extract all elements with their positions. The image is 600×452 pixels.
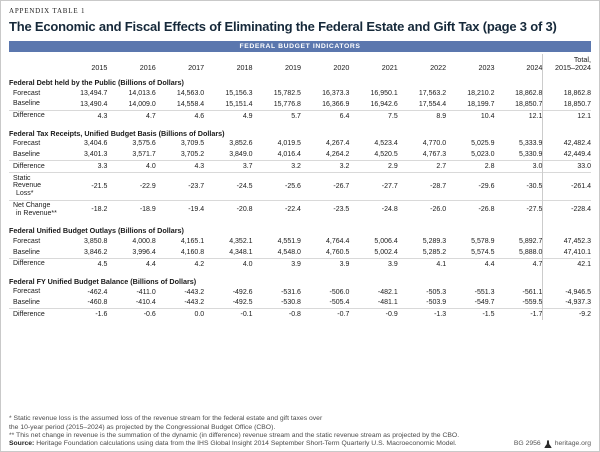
value-cell: -505.3 bbox=[426, 288, 447, 296]
value-cell: 3.3 bbox=[59, 161, 107, 173]
row-label-line: Difference bbox=[13, 260, 45, 268]
value-cell: -29.6 bbox=[446, 173, 494, 200]
value-cell: -27.5 bbox=[495, 200, 543, 219]
value-cell: -492.5 bbox=[232, 299, 253, 307]
table-band-label: FEDERAL BUDGET INDICATORS bbox=[239, 43, 361, 50]
value-cell: 3,852.6 bbox=[229, 140, 253, 148]
value-cell: 15,782.5 bbox=[273, 89, 301, 97]
value-cell: 4.5 bbox=[59, 258, 107, 269]
value-cell: -531.6 bbox=[281, 288, 301, 296]
row-label-line: Difference bbox=[13, 112, 45, 120]
value-cell: 4,019.5 bbox=[277, 140, 301, 148]
value-cell: 4,016.4 bbox=[277, 151, 301, 159]
row-label-line: Difference bbox=[13, 162, 45, 170]
total-header-line2: 2015–2024 bbox=[555, 62, 591, 72]
value-cell: -492.6 bbox=[232, 288, 253, 296]
value-cell: -18.9 bbox=[107, 200, 155, 219]
value-cell: -21.5 bbox=[59, 173, 107, 200]
value-cell: -22.9 bbox=[107, 173, 155, 200]
value-cell: 7.5 bbox=[349, 110, 397, 121]
row-label bbox=[9, 173, 59, 200]
value-cell: 4.4 bbox=[446, 258, 494, 269]
value-cell: 18,210.2 bbox=[467, 89, 495, 97]
value-cell: -22.4 bbox=[253, 200, 301, 219]
year-header: 2018 bbox=[236, 62, 253, 72]
value-cell: 4,548.0 bbox=[277, 248, 301, 256]
value-cell: 4,352.1 bbox=[229, 238, 253, 246]
value-cell: -19.4 bbox=[156, 200, 204, 219]
value-cell: -559.5 bbox=[522, 299, 543, 307]
footnote-net-change: ** This net change in revenue is the summation of the dynamic (in difference) revenue stream and the static revenue stream as projected by the CBO. bbox=[9, 431, 460, 439]
value-cell: 4,520.5 bbox=[374, 151, 398, 159]
row-label bbox=[9, 247, 59, 258]
value-cell: -462.4 bbox=[87, 288, 108, 296]
column-header-row bbox=[9, 54, 591, 75]
row-label bbox=[9, 149, 59, 160]
value-cell: -443.2 bbox=[184, 299, 205, 307]
row-label-line: Net Change bbox=[13, 202, 51, 210]
value-cell: -28.7 bbox=[398, 173, 446, 200]
value-cell: 3.7 bbox=[204, 161, 252, 173]
value-cell: -561.1 bbox=[522, 288, 543, 296]
row-label-line: Baseline bbox=[13, 100, 40, 108]
table-kicker: APPENDIX TABLE 1 bbox=[9, 7, 86, 15]
value-cell: 5,330.9 bbox=[519, 151, 543, 159]
source-line bbox=[9, 440, 457, 448]
total-cell: 47,410.1 bbox=[543, 247, 591, 258]
value-cell: 14,563.0 bbox=[176, 89, 205, 97]
value-cell: -0.6 bbox=[107, 309, 155, 320]
value-cell: -551.3 bbox=[474, 288, 495, 296]
table-row bbox=[9, 173, 591, 200]
value-cell: 5,006.4 bbox=[374, 238, 398, 246]
row-label bbox=[9, 99, 59, 110]
section-header-total-spacer bbox=[543, 75, 591, 88]
total-cell: 33.0 bbox=[543, 161, 591, 173]
year-header: 2022 bbox=[430, 62, 447, 72]
value-cell: -410.4 bbox=[135, 299, 156, 307]
section-header-total-spacer bbox=[543, 122, 591, 139]
total-cell: -9.2 bbox=[543, 309, 591, 320]
value-cell: -1.3 bbox=[398, 309, 446, 320]
table-row bbox=[9, 88, 591, 99]
total-cell: -261.4 bbox=[543, 173, 591, 200]
value-cell: 3,401.3 bbox=[84, 151, 108, 159]
row-label-line: Baseline bbox=[13, 150, 40, 158]
value-cell: 4,165.1 bbox=[180, 238, 205, 246]
table-band bbox=[9, 41, 591, 52]
total-cell: -4,937.3 bbox=[543, 297, 591, 308]
value-cell: 15,156.3 bbox=[225, 89, 253, 97]
value-cell: 4,764.4 bbox=[325, 238, 350, 246]
year-header: 2023 bbox=[478, 62, 495, 72]
value-cell: 4.7 bbox=[495, 258, 543, 269]
doc-id: BG 2956 bbox=[513, 439, 541, 447]
value-cell: 16,366.9 bbox=[322, 100, 350, 108]
value-cell: 5,333.9 bbox=[519, 140, 543, 148]
year-header: 2021 bbox=[381, 62, 398, 72]
row-label bbox=[9, 258, 59, 269]
table-row bbox=[9, 161, 591, 173]
value-cell: -443.2 bbox=[184, 288, 205, 296]
value-cell: 3,850.8 bbox=[84, 238, 108, 246]
value-cell: 12.1 bbox=[495, 110, 543, 121]
row-label bbox=[9, 287, 59, 298]
value-cell: 5,892.7 bbox=[519, 238, 543, 246]
section-header: Federal FY Unified Budget Balance (Billions of Dollars) bbox=[9, 276, 197, 286]
section-header: Federal Unified Budget Outlays (Billions of Dollars) bbox=[9, 226, 184, 236]
site-link[interactable]: heritage.org bbox=[554, 439, 591, 447]
value-cell: 3.2 bbox=[253, 161, 301, 173]
value-cell: 17,563.2 bbox=[418, 89, 447, 97]
value-cell: -24.5 bbox=[204, 173, 252, 200]
value-cell: 5,002.4 bbox=[374, 248, 398, 256]
value-cell: 4.1 bbox=[398, 258, 446, 269]
value-cell: -26.8 bbox=[446, 200, 494, 219]
section-header-total-spacer bbox=[543, 270, 591, 287]
row-label-line: Forecast bbox=[13, 89, 41, 97]
value-cell: -481.1 bbox=[377, 299, 398, 307]
value-cell: 3,571.7 bbox=[132, 151, 156, 159]
table-row bbox=[9, 287, 591, 298]
value-cell: 5,289.3 bbox=[422, 238, 447, 246]
total-cell: 12.1 bbox=[543, 110, 591, 121]
value-cell: -27.7 bbox=[349, 173, 397, 200]
value-cell: 4,000.8 bbox=[132, 238, 156, 246]
column-header-spacer bbox=[9, 54, 59, 75]
value-cell: 17,554.4 bbox=[418, 100, 447, 108]
year-header: 2015 bbox=[91, 62, 108, 72]
value-cell: 15,776.8 bbox=[273, 100, 301, 108]
year-header: 2020 bbox=[333, 62, 350, 72]
value-cell: 18,850.7 bbox=[515, 100, 543, 108]
table-row bbox=[9, 258, 591, 269]
value-cell: 16,950.1 bbox=[370, 89, 398, 97]
row-label-line: in Revenue** bbox=[16, 209, 57, 217]
value-cell: 18,199.7 bbox=[467, 100, 495, 108]
footnote-static-revenue-2: the 10-year period (2015–2024) as projected by the Congressional Budget Office (CBO). bbox=[9, 423, 276, 431]
table-row bbox=[9, 236, 591, 247]
value-cell: 3.2 bbox=[301, 161, 349, 173]
budget-indicators-table bbox=[9, 54, 591, 320]
heritage-bell-logo-icon bbox=[544, 440, 552, 448]
value-cell: 4.0 bbox=[204, 258, 252, 269]
value-cell: -1.6 bbox=[59, 309, 107, 320]
value-cell: -505.4 bbox=[329, 299, 350, 307]
value-cell: -26.0 bbox=[398, 200, 446, 219]
row-label bbox=[9, 200, 59, 219]
source-label: Source: bbox=[9, 439, 35, 447]
section-header-total-spacer bbox=[543, 219, 591, 236]
table-row bbox=[9, 99, 591, 110]
value-cell: 4.9 bbox=[204, 110, 252, 121]
value-cell: -30.5 bbox=[495, 173, 543, 200]
value-cell: 2.7 bbox=[398, 161, 446, 173]
value-cell: -0.1 bbox=[204, 309, 252, 320]
value-cell: -26.7 bbox=[301, 173, 349, 200]
value-cell: 14,009.0 bbox=[128, 100, 156, 108]
value-cell: -20.8 bbox=[204, 200, 252, 219]
value-cell: -23.7 bbox=[156, 173, 204, 200]
row-label-line: Forecast bbox=[13, 288, 41, 296]
row-label-line: Difference bbox=[13, 310, 45, 318]
value-cell: 14,013.6 bbox=[128, 89, 156, 97]
value-cell: -24.8 bbox=[349, 200, 397, 219]
value-cell: 3.9 bbox=[253, 258, 301, 269]
value-cell: 4,760.5 bbox=[325, 248, 350, 256]
value-cell: 5,888.0 bbox=[519, 248, 543, 256]
total-cell: -228.4 bbox=[543, 200, 591, 219]
value-cell: 4.6 bbox=[156, 110, 204, 121]
total-header bbox=[543, 54, 591, 75]
value-cell: -0.8 bbox=[253, 309, 301, 320]
table-row bbox=[9, 309, 591, 320]
value-cell: -549.7 bbox=[474, 299, 495, 307]
row-label bbox=[9, 161, 59, 173]
value-cell: 4.4 bbox=[107, 258, 155, 269]
value-cell: -411.0 bbox=[136, 288, 156, 296]
value-cell: -460.8 bbox=[87, 299, 108, 307]
value-cell: 4,160.8 bbox=[180, 248, 205, 256]
section-header-row bbox=[9, 75, 591, 88]
row-label bbox=[9, 139, 59, 150]
table-row bbox=[9, 149, 591, 160]
total-cell: 18,850.7 bbox=[543, 99, 591, 110]
year-header: 2017 bbox=[188, 62, 205, 72]
row-label bbox=[9, 110, 59, 121]
row-label-line: Baseline bbox=[13, 248, 40, 256]
row-label-line: Baseline bbox=[13, 298, 40, 306]
value-cell: 3.9 bbox=[349, 258, 397, 269]
table-row bbox=[9, 139, 591, 150]
value-cell: 0.0 bbox=[156, 309, 204, 320]
row-label-line: Forecast bbox=[13, 140, 41, 148]
value-cell: 4.3 bbox=[59, 110, 107, 121]
table-row bbox=[9, 247, 591, 258]
value-cell: 3,709.5 bbox=[180, 140, 205, 148]
year-header: 2024 bbox=[526, 62, 543, 72]
value-cell: 15,151.4 bbox=[225, 100, 253, 108]
value-cell: -0.7 bbox=[301, 309, 349, 320]
value-cell: 13,490.4 bbox=[80, 100, 108, 108]
value-cell: 14,558.4 bbox=[176, 100, 205, 108]
value-cell: 4,551.9 bbox=[277, 238, 301, 246]
value-cell: 16,942.6 bbox=[370, 100, 398, 108]
footer-right bbox=[514, 440, 591, 448]
value-cell: -0.9 bbox=[349, 309, 397, 320]
total-cell: 42,482.4 bbox=[543, 139, 591, 150]
value-cell: -530.8 bbox=[281, 299, 301, 307]
value-cell: 4.2 bbox=[156, 258, 204, 269]
value-cell: 4,264.2 bbox=[325, 151, 350, 159]
section-header-row bbox=[9, 219, 591, 236]
value-cell: 5,285.2 bbox=[422, 248, 447, 256]
value-cell: 5.7 bbox=[253, 110, 301, 121]
value-cell: 4,523.4 bbox=[374, 140, 398, 148]
value-cell: 4,267.4 bbox=[325, 140, 350, 148]
row-label bbox=[9, 88, 59, 99]
value-cell: 3.0 bbox=[495, 161, 543, 173]
row-label-line: Forecast bbox=[13, 237, 41, 245]
table-title: The Economic and Fiscal Effects of Eliminating the Federal Estate and Gift Tax (page 3 of 3) bbox=[9, 19, 557, 34]
value-cell: -18.2 bbox=[59, 200, 107, 219]
value-cell: -1.5 bbox=[446, 309, 494, 320]
total-cell: 42.1 bbox=[543, 258, 591, 269]
value-cell: -482.1 bbox=[377, 288, 398, 296]
value-cell: -1.7 bbox=[495, 309, 543, 320]
value-cell: 10.4 bbox=[446, 110, 494, 121]
value-cell: 5,578.9 bbox=[471, 238, 495, 246]
value-cell: 3,404.6 bbox=[84, 140, 108, 148]
row-label bbox=[9, 236, 59, 247]
row-label-line: Static Revenue bbox=[13, 174, 42, 190]
value-cell: 6.4 bbox=[301, 110, 349, 121]
total-cell: -4,946.5 bbox=[543, 287, 591, 298]
value-cell: 4,770.0 bbox=[422, 140, 447, 148]
total-cell: 42,449.4 bbox=[543, 149, 591, 160]
section-header: Federal Debt held by the Public (Billions of Dollars) bbox=[9, 78, 184, 88]
value-cell: 3,846.2 bbox=[84, 248, 108, 256]
value-cell: 5,023.0 bbox=[471, 151, 495, 159]
section-header-row bbox=[9, 270, 591, 287]
source-text: Heritage Foundation calculations using data from the IHS Global Insight 2014 September Short-Term Quarterly U.S. Macroeconomic Model. bbox=[34, 439, 457, 447]
row-label-line: Loss* bbox=[16, 190, 34, 198]
row-label bbox=[9, 309, 59, 320]
value-cell: 3,996.4 bbox=[132, 248, 156, 256]
value-cell: 3,705.2 bbox=[180, 151, 205, 159]
year-header: 2016 bbox=[139, 62, 156, 72]
table-row bbox=[9, 110, 591, 121]
value-cell: 8.9 bbox=[398, 110, 446, 121]
value-cell: 5,574.5 bbox=[471, 248, 495, 256]
value-cell: 5,025.9 bbox=[471, 140, 495, 148]
total-cell: 47,452.3 bbox=[543, 236, 591, 247]
value-cell: 4,767.3 bbox=[422, 151, 447, 159]
value-cell: 4.7 bbox=[107, 110, 155, 121]
value-cell: 4.3 bbox=[156, 161, 204, 173]
value-cell: 18,862.8 bbox=[515, 89, 543, 97]
value-cell: 4,348.1 bbox=[229, 248, 253, 256]
table-row bbox=[9, 200, 591, 219]
year-header: 2019 bbox=[284, 62, 301, 72]
table-row bbox=[9, 297, 591, 308]
value-cell: -506.0 bbox=[329, 288, 350, 296]
value-cell: 16,373.3 bbox=[322, 89, 350, 97]
value-cell: 13,494.7 bbox=[80, 89, 108, 97]
row-label bbox=[9, 297, 59, 308]
value-cell: 3,849.0 bbox=[229, 151, 253, 159]
value-cell: -503.9 bbox=[426, 299, 447, 307]
value-cell: 2.9 bbox=[349, 161, 397, 173]
section-header-row bbox=[9, 122, 591, 139]
total-cell: 18,862.8 bbox=[543, 88, 591, 99]
section-header: Federal Tax Receipts, Unified Budget Basis (Billions of Dollars) bbox=[9, 128, 225, 138]
total-header-line1: Total, bbox=[573, 54, 591, 64]
footnotes bbox=[9, 415, 591, 448]
footnote-static-revenue-1: * Static revenue loss is the assumed loss of the revenue stream for the federal estate and gift taxes over bbox=[9, 415, 323, 423]
value-cell: -25.6 bbox=[253, 173, 301, 200]
value-cell: 2.8 bbox=[446, 161, 494, 173]
value-cell: 4.0 bbox=[107, 161, 155, 173]
value-cell: 3.9 bbox=[301, 258, 349, 269]
value-cell: 3,575.6 bbox=[132, 140, 156, 148]
value-cell: -23.5 bbox=[301, 200, 349, 219]
